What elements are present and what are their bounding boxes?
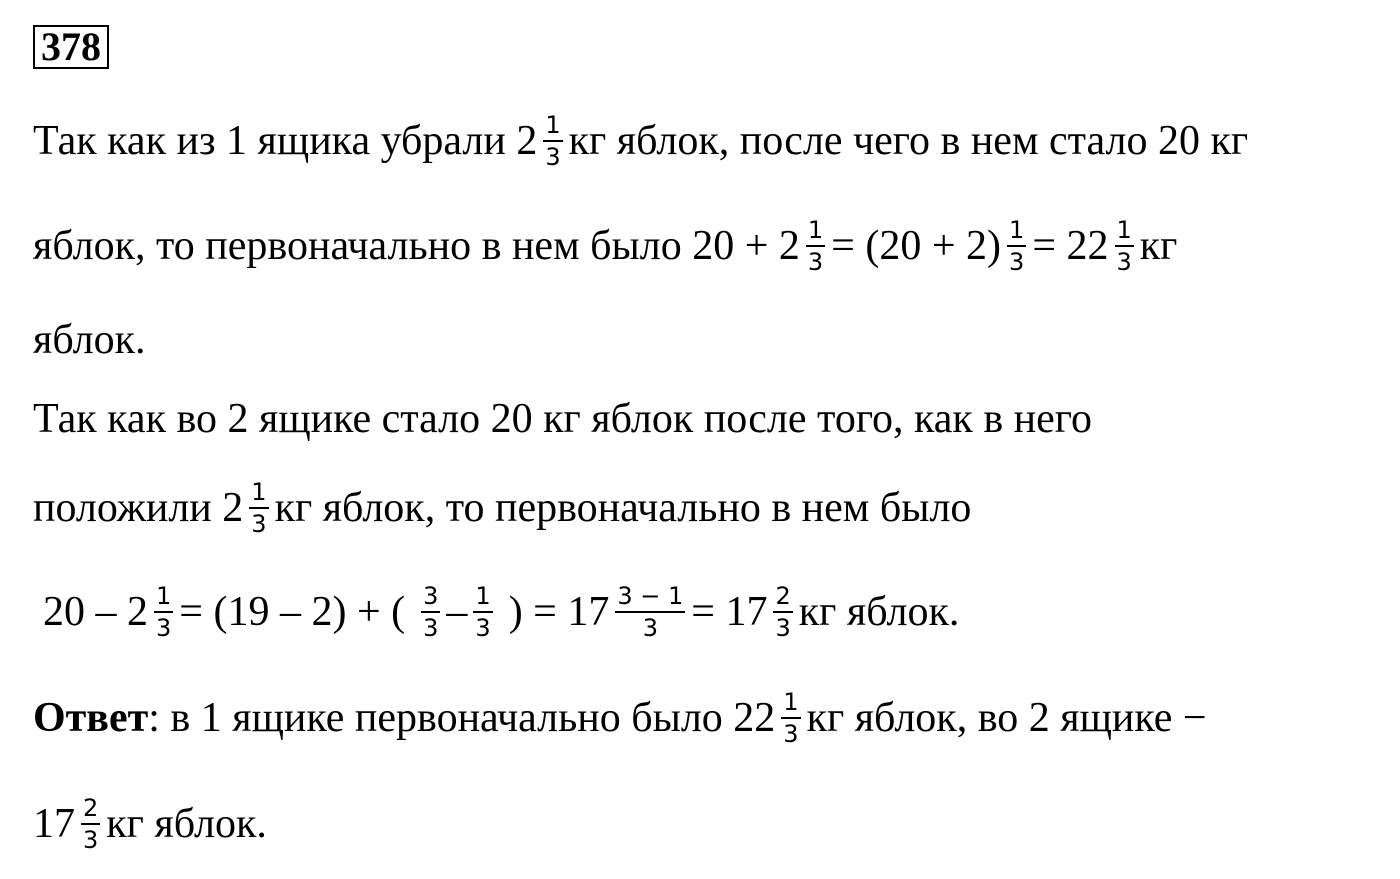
fraction-one-third bbox=[806, 217, 825, 276]
text-segment: положили 2 bbox=[33, 485, 244, 531]
fraction-two-thirds bbox=[81, 795, 100, 854]
text-segment: Так как во 2 ящике стало 20 кг яблок после того, как в него bbox=[33, 396, 1092, 442]
text-segment: Так как из 1 ящика убрали 2 bbox=[33, 118, 538, 164]
answer-label: Ответ bbox=[33, 695, 149, 741]
text-line-2 bbox=[33, 216, 1177, 276]
fraction-denominator: 3 bbox=[642, 614, 658, 642]
fraction-numerator: 2 bbox=[81, 795, 100, 825]
text-segment: кг яблок. bbox=[798, 589, 960, 635]
fraction-one-third bbox=[781, 689, 800, 748]
text-segment: = 17 bbox=[691, 589, 768, 635]
fraction-numerator: 1 bbox=[781, 689, 800, 719]
fraction-denominator: 3 bbox=[475, 614, 491, 642]
fraction-numerator: 1 bbox=[154, 583, 173, 613]
text-segment: кг яблок, во 2 ящике − bbox=[806, 695, 1207, 741]
fraction-one-third bbox=[1115, 217, 1134, 276]
text-line-4 bbox=[33, 389, 1092, 449]
fraction-numerator: 3 bbox=[421, 583, 440, 613]
text-segment: : в 1 ящике первоначально было 22 bbox=[148, 695, 776, 741]
fraction-denominator: 3 bbox=[423, 614, 439, 642]
fraction-one-third bbox=[1007, 217, 1026, 276]
fraction-denominator: 3 bbox=[251, 510, 267, 538]
text-segment: 17 bbox=[33, 801, 75, 847]
text-segment: яблок. bbox=[33, 317, 146, 363]
fraction-three-minus-one bbox=[615, 583, 685, 642]
text-line-5 bbox=[33, 478, 971, 538]
text-line-3 bbox=[33, 310, 146, 370]
text-line-7 bbox=[33, 688, 1207, 748]
fraction-three-thirds bbox=[421, 583, 440, 642]
fraction-numerator: 1 bbox=[249, 479, 268, 509]
text-segment: = (19 – 2) + ( bbox=[179, 589, 406, 635]
fraction-one-third bbox=[473, 583, 492, 642]
text-segment: кг яблок, после чего в нем стало 20 кг bbox=[568, 118, 1249, 164]
fraction-denominator: 3 bbox=[775, 614, 791, 642]
text-segment: кг яблок, то первоначально в нем было bbox=[274, 485, 972, 531]
fraction-one-third bbox=[154, 583, 173, 642]
text-segment: = (20 + 2) bbox=[831, 223, 1002, 269]
fraction-numerator: 1 bbox=[1115, 217, 1134, 247]
fraction-denominator: 3 bbox=[1116, 248, 1132, 276]
fraction-denominator: 3 bbox=[545, 143, 561, 171]
fraction-denominator: 3 bbox=[783, 720, 799, 748]
text-segment: кг яблок. bbox=[106, 801, 267, 847]
fraction-denominator: 3 bbox=[1009, 248, 1025, 276]
text-segment: кг bbox=[1139, 223, 1178, 269]
fraction-denominator: 3 bbox=[807, 248, 824, 276]
fraction-two-thirds bbox=[773, 583, 792, 642]
text-segment: = 22 bbox=[1032, 223, 1109, 269]
fraction-denominator: 3 bbox=[156, 614, 172, 642]
text-segment: ) = 17 bbox=[508, 589, 610, 635]
fraction-numerator: 1 bbox=[473, 583, 492, 613]
fraction-numerator: 1 bbox=[543, 112, 562, 142]
fraction-numerator: 2 bbox=[773, 583, 792, 613]
text-line-6 bbox=[43, 582, 959, 642]
fraction-numerator: 3 − 1 bbox=[615, 583, 685, 613]
text-line-8 bbox=[33, 794, 267, 854]
fraction-one-third bbox=[543, 112, 562, 171]
fraction-one-third bbox=[249, 479, 268, 538]
fraction-denominator: 3 bbox=[83, 826, 99, 854]
text-segment: 20 – 2 bbox=[43, 589, 148, 635]
text-segment: яблок, то первоначально в нем было 20 + 2 bbox=[33, 223, 800, 269]
task-number: 378 bbox=[33, 25, 109, 69]
fraction-numerator: 1 bbox=[1007, 217, 1026, 247]
text-line-1 bbox=[33, 111, 1248, 171]
text-segment: – bbox=[446, 589, 468, 635]
fraction-numerator: 1 bbox=[806, 217, 825, 247]
